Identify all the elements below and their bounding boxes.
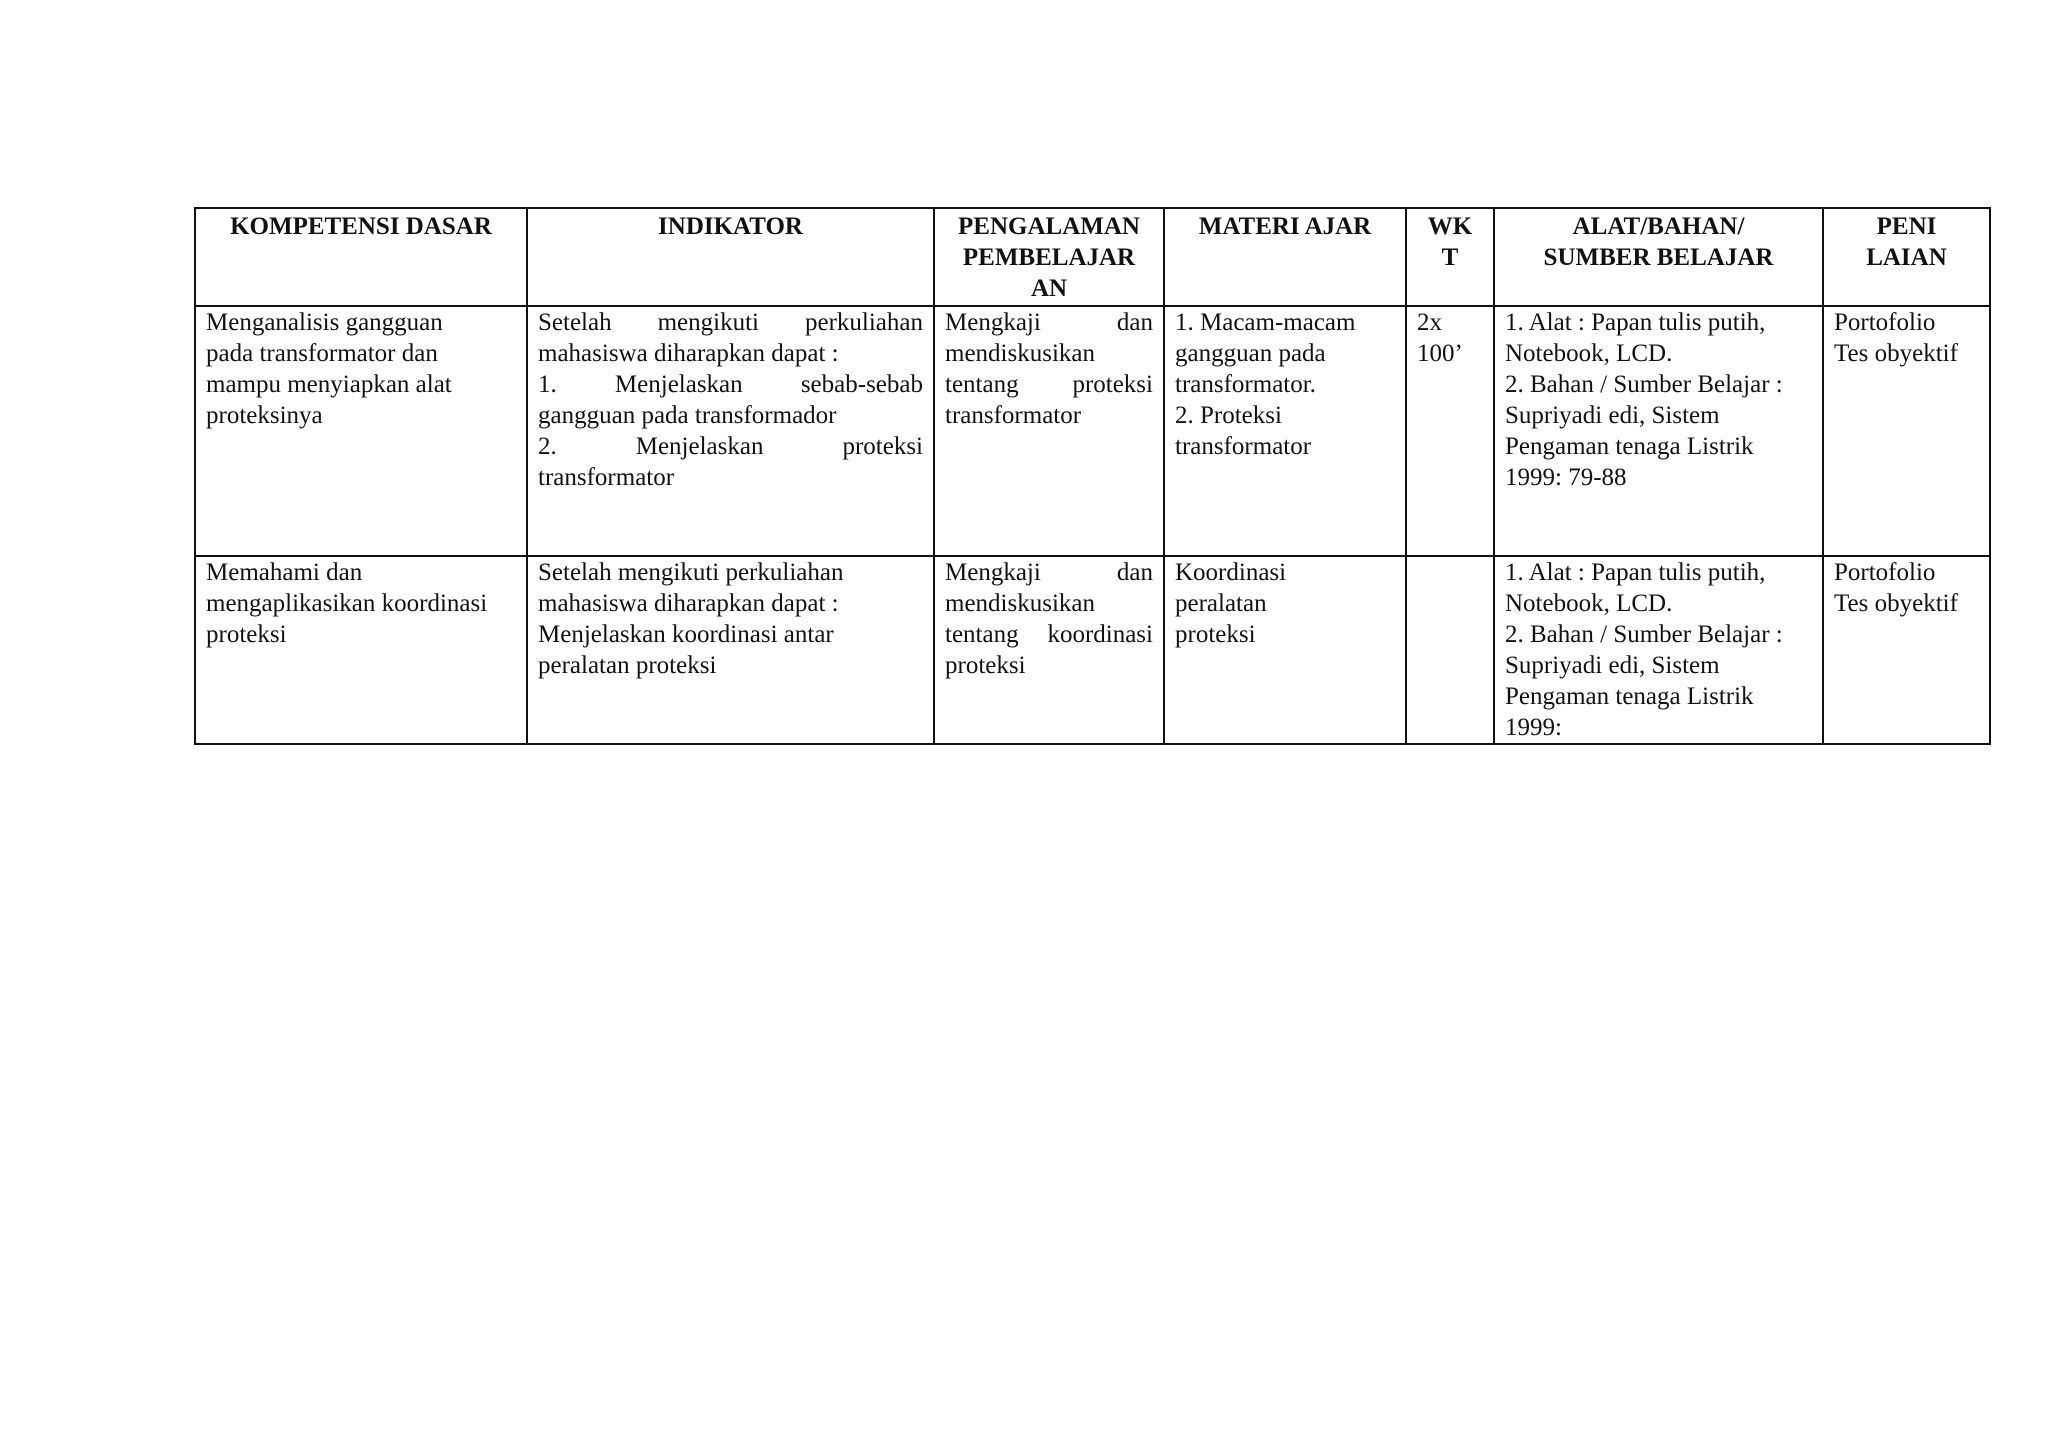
header-waktu — [1406, 208, 1494, 306]
cell-line: transformator — [538, 464, 675, 491]
cell-line: 1. Menjelaskan sebab-sebab — [538, 371, 923, 398]
cell-kompetensi — [195, 306, 527, 556]
cell-line: Tes obyektif — [1834, 340, 1958, 367]
cell-penilaian — [1823, 556, 1990, 744]
cell-line: 100’ — [1417, 340, 1463, 367]
cell-line: 2x — [1417, 309, 1442, 336]
header-materi-ajar: MATERI AJAR — [1164, 208, 1406, 306]
cell-line: mahasiswa diharapkan dapat : — [538, 340, 839, 367]
cell-line: Tes obyektif — [1834, 590, 1958, 617]
cell-materi — [1164, 556, 1406, 744]
cell-line: 1. Alat : Papan tulis putih, — [1505, 309, 1766, 336]
cell-line: tentang proteksi — [945, 371, 1153, 398]
cell-line: Koordinasi — [1175, 559, 1287, 586]
cell-line: Pengaman tenaga Listrik — [1505, 433, 1754, 460]
cell-line: Portofolio — [1834, 309, 1936, 336]
cell-line: Memahami dan — [206, 559, 363, 586]
cell-line: 2. Bahan / Sumber Belajar : — [1505, 621, 1783, 648]
cell-line: Pengaman tenaga Listrik — [1505, 683, 1754, 710]
header-line: PENI — [1876, 213, 1937, 240]
header-line: PENGALAMAN — [958, 213, 1140, 240]
cell-line: mahasiswa diharapkan dapat : — [538, 590, 839, 617]
cell-line: proteksi — [945, 652, 1026, 679]
cell-penilaian — [1823, 306, 1990, 556]
cell-line: gangguan pada transformador — [538, 402, 837, 429]
table-row — [195, 306, 1990, 556]
header-alat-bahan — [1494, 208, 1823, 306]
cell-line: Mengkaji dan — [945, 309, 1153, 336]
cell-alat — [1494, 306, 1823, 556]
cell-line: Mengkaji dan — [945, 559, 1153, 586]
table-row — [195, 556, 1990, 744]
header-row — [195, 208, 1990, 306]
cell-line: 2. Menjelaskan proteksi — [538, 433, 923, 460]
header-line: AN — [1030, 275, 1068, 302]
cell-line: gangguan pada — [1175, 340, 1326, 367]
header-pengalaman-pembelajaran — [934, 208, 1164, 306]
cell-line: 1999: — [1505, 714, 1562, 741]
cell-line: transformator — [945, 402, 1082, 429]
cell-indikator — [527, 556, 934, 744]
header-kompetensi-dasar: KOMPETENSI DASAR — [195, 208, 527, 306]
cell-alat — [1494, 556, 1823, 744]
cell-line: Supriyadi edi, Sistem — [1505, 402, 1720, 429]
cell-line: transformator — [1175, 433, 1312, 460]
header-line: PEMBELAJAR — [962, 244, 1136, 271]
cell-waktu — [1406, 556, 1494, 744]
cell-line: peralatan — [1175, 590, 1267, 617]
cell-indikator — [527, 306, 934, 556]
header-line: SUMBER BELAJAR — [1543, 244, 1774, 271]
cell-line: pada transformator dan — [206, 340, 438, 367]
cell-line: peralatan proteksi — [538, 652, 717, 679]
cell-line: 1. Macam-macam — [1175, 309, 1356, 336]
cell-line: tentang koordinasi — [945, 621, 1153, 648]
cell-line: 1999: 79-88 — [1505, 464, 1627, 491]
header-penilaian — [1823, 208, 1990, 306]
cell-line: 2. Bahan / Sumber Belajar : — [1505, 371, 1783, 398]
cell-line: 2. Proteksi — [1175, 402, 1282, 429]
header-line: WK — [1427, 213, 1473, 240]
cell-kompetensi — [195, 556, 527, 744]
header-line: LAIAN — [1866, 244, 1947, 271]
cell-line: Supriyadi edi, Sistem — [1505, 652, 1720, 679]
header-indikator: INDIKATOR — [527, 208, 934, 306]
cell-line: proteksi — [206, 621, 287, 648]
cell-pengalaman — [934, 556, 1164, 744]
cell-line: 1. Alat : Papan tulis putih, — [1505, 559, 1766, 586]
cell-line: proteksinya — [206, 402, 323, 429]
cell-line: mengaplikasikan koordinasi — [206, 590, 488, 617]
cell-line: Setelah mengikuti perkuliahan — [538, 559, 844, 586]
cell-line: proteksi — [1175, 621, 1256, 648]
cell-line: Setelah mengikuti perkuliahan — [538, 309, 923, 336]
cell-materi — [1164, 306, 1406, 556]
cell-line: Menganalisis gangguan — [206, 309, 443, 336]
syllabus-table — [194, 207, 1991, 745]
cell-pengalaman — [934, 306, 1164, 556]
cell-line: Portofolio — [1834, 559, 1936, 586]
cell-line: Notebook, LCD. — [1505, 340, 1673, 367]
cell-line: mendiskusikan — [945, 590, 1095, 617]
header-line: ALAT/BAHAN/ — [1572, 213, 1745, 240]
cell-line: mampu menyiapkan alat — [206, 371, 452, 398]
cell-line: Menjelaskan koordinasi antar — [538, 621, 834, 648]
cell-line: mendiskusikan — [945, 340, 1095, 367]
cell-waktu — [1406, 306, 1494, 556]
cell-line: Notebook, LCD. — [1505, 590, 1673, 617]
header-line: T — [1441, 244, 1459, 271]
cell-line: transformator. — [1175, 371, 1316, 398]
